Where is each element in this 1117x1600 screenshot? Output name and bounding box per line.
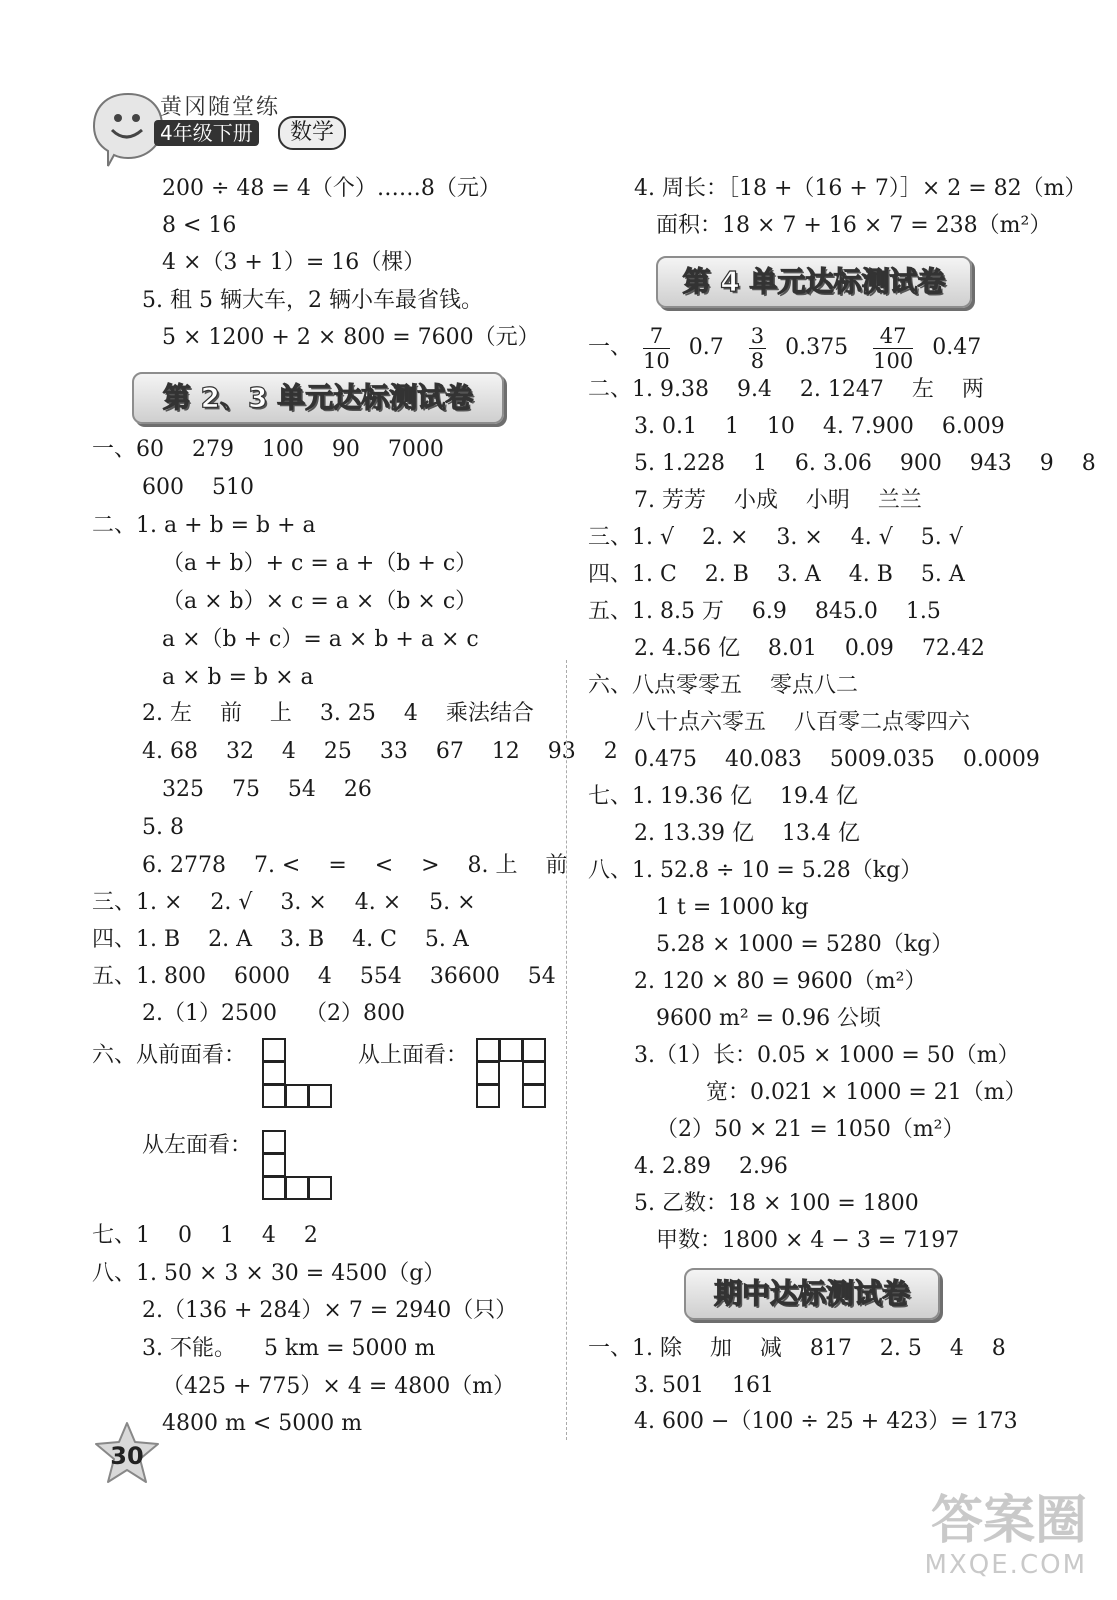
left-line: 2. 左 前 上 3. 25 4 乘法结合: [142, 701, 534, 726]
row-prefix: 一、: [588, 335, 633, 360]
fraction-7-10: [643, 324, 670, 373]
grid-cell: [285, 1084, 309, 1108]
right-line: 一、1. 除 加 减 817 2. 5 4 8: [588, 1336, 1006, 1361]
fraction-row: [588, 320, 981, 376]
left-view-label: 从左面看：: [142, 1133, 253, 1158]
left-line: 一、60 279 100 90 7000: [92, 437, 444, 462]
series-title: 黄冈随堂练: [160, 95, 281, 120]
left-line: a × b = b × a: [162, 665, 314, 690]
left-line: 5. 租 5 辆大车，2 辆小车最省钱。: [142, 288, 483, 313]
grid-cell: [476, 1038, 500, 1062]
decimal-value: 0.375: [785, 335, 849, 360]
right-line: 甲数：1800 × 4 − 3 = 7197: [656, 1228, 960, 1253]
left-line: 2.（1）2500 （2）800: [142, 1001, 405, 1026]
left-line: 5 × 1200 + 2 × 800 = 7600（元）: [162, 325, 540, 350]
right-line: 八、1. 52.8 ÷ 10 = 5.28（kg）: [588, 858, 923, 883]
right-line: 五、1. 8.5 万 6.9 845.0 1.5: [588, 599, 941, 624]
section-banner-unit-4: [656, 256, 972, 308]
banner-title: 期中达标测试卷: [713, 1277, 910, 1310]
grade-text: 4年级下册: [160, 121, 253, 145]
left-line: 四、1. B 2. A 3. B 4. C 5. A: [92, 927, 469, 952]
grid-cell: [499, 1038, 523, 1062]
left-line: 4 ×（3 + 1）= 16（棵）: [162, 250, 426, 275]
grid-cell: [262, 1153, 286, 1177]
left-line: 三、1. × 2. √ 3. × 4. × 5. ×: [92, 890, 476, 915]
grade-label: [154, 120, 259, 146]
top-view-label: 从上面看：: [358, 1043, 469, 1068]
watermark: [925, 1492, 1087, 1580]
right-line: 7. 芳芳 小成 小明 兰兰: [634, 488, 922, 513]
right-line: 3.（1）长：0.05 × 1000 = 50（m）: [634, 1043, 1020, 1068]
denominator: 10: [643, 348, 670, 373]
right-line: 9600 m² = 0.96 公顷: [656, 1006, 882, 1031]
grid-cell: [262, 1176, 286, 1200]
grid-cell: [476, 1061, 500, 1085]
right-line: 4. 2.89 2.96: [634, 1154, 788, 1179]
right-line: 5. 乙数：18 × 100 = 1800: [634, 1191, 919, 1216]
denominator: 100: [873, 348, 914, 373]
right-line: 2. 4.56 亿 8.01 0.09 72.42: [634, 636, 985, 661]
grid-cell: [262, 1038, 286, 1062]
banner-title: 第 2、3 单元达标测试卷: [162, 381, 474, 414]
left-line: 6. 2778 7. < = < > 8. 上 前: [142, 853, 568, 878]
left-line: 二、1. a + b = b + a: [92, 513, 316, 538]
right-line: （2）50 × 21 = 1050（m²）: [656, 1117, 965, 1142]
grid-cell: [262, 1084, 286, 1108]
left-line: 五、1. 800 6000 4 554 36600 54: [92, 964, 556, 989]
page-number-badge: [92, 1420, 162, 1490]
front-view-label: 六、从前面看：: [92, 1043, 247, 1068]
right-line: 六、八点零零五 零点八二: [588, 673, 858, 698]
right-line: 二、1. 9.38 9.4 2. 1247 左 两: [588, 377, 984, 402]
right-line: 5. 1.228 1 6. 3.06 900 943 9 8: [634, 451, 1096, 476]
right-line: 七、1. 19.36 亿 19.4 亿: [588, 784, 858, 809]
right-line: 1 t = 1000 kg: [656, 895, 809, 920]
right-line: 2. 13.39 亿 13.4 亿: [634, 821, 860, 846]
section-banner-unit-2-3: [132, 372, 504, 424]
grid-cell: [522, 1084, 546, 1108]
right-line: 面积：18 × 7 + 16 × 7 = 238（m²）: [656, 213, 1052, 238]
left-line: 200 ÷ 48 = 4（个）……8（元）: [162, 176, 501, 201]
fraction-3-8: [749, 324, 766, 373]
denominator: 8: [750, 348, 765, 373]
left-line: （425 + 775）× 4 = 4800（m）: [162, 1374, 516, 1399]
left-line: 5. 8: [142, 815, 184, 840]
left-line: 4800 m < 5000 m: [162, 1411, 363, 1436]
left-line: 600 510: [142, 475, 254, 500]
banner-title: 第 4 单元达标测试卷: [682, 265, 946, 298]
grid-cell: [262, 1061, 286, 1085]
right-line: 4. 600 −（100 ÷ 25 + 423）= 173: [634, 1409, 1018, 1434]
right-line: 3. 501 161: [634, 1373, 774, 1398]
watermark-main: 答案圈: [930, 1491, 1087, 1551]
grid-cell: [522, 1038, 546, 1062]
grid-cell: [262, 1130, 286, 1154]
decimal-value: 0.7: [688, 335, 724, 360]
left-line: 七、1 0 1 4 2: [92, 1223, 318, 1248]
left-line: 八、1. 50 × 3 × 30 = 4500（g）: [92, 1261, 446, 1286]
watermark-site: MXQE.COM: [924, 1550, 1087, 1580]
left-line: 325 75 54 26: [162, 777, 372, 802]
section-banner-midterm: [684, 1268, 940, 1320]
left-line: 4. 68 32 4 25 33 67 12 93 2: [142, 739, 618, 764]
right-line: 0.475 40.083 5009.035 0.0009: [634, 747, 1040, 772]
left-line: （a + b）+ c = a +（b + c）: [162, 551, 478, 576]
page-header: [88, 88, 358, 158]
right-line: 4. 周长：［18 +（16 + 7）］× 2 = 82（m）: [634, 176, 1087, 201]
grid-cell: [285, 1176, 309, 1200]
right-line: 四、1. C 2. B 3. A 4. B 5. A: [588, 562, 965, 587]
grid-cell: [522, 1061, 546, 1085]
subject-label: [278, 116, 346, 150]
column-divider: [566, 660, 567, 1440]
left-line: 3. 不能。 5 km = 5000 m: [142, 1336, 436, 1361]
left-line: a ×（b + c）= a × b + a × c: [162, 627, 479, 652]
right-line: 5.28 × 1000 = 5280（kg）: [656, 932, 954, 957]
grid-cell: [308, 1176, 332, 1200]
right-line: 八十点六零五 八百零二点零四六: [634, 710, 970, 735]
grid-cell: [308, 1084, 332, 1108]
right-line: 3. 0.1 1 10 4. 7.900 6.009: [634, 414, 1005, 439]
numerator: 3: [750, 323, 765, 348]
left-line: （a × b）× c = a ×（b × c）: [162, 589, 478, 614]
right-line: 三、1. √ 2. × 3. × 4. √ 5. √: [588, 525, 963, 550]
numerator: 47: [873, 324, 913, 349]
decimal-value: 0.47: [932, 335, 982, 360]
left-line: 2.（136 + 284）× 7 = 2940（只）: [142, 1298, 518, 1323]
grid-cell: [476, 1084, 500, 1108]
right-line: 宽：0.021 × 1000 = 21（m）: [706, 1080, 1027, 1105]
subject-text: 数学: [290, 120, 335, 145]
fraction-47-100: [873, 324, 913, 373]
numerator: 7: [643, 324, 670, 349]
page-number: 30: [110, 1442, 144, 1470]
right-line: 2. 120 × 80 = 9600（m²）: [634, 969, 927, 994]
left-line: 8 < 16: [162, 213, 237, 238]
